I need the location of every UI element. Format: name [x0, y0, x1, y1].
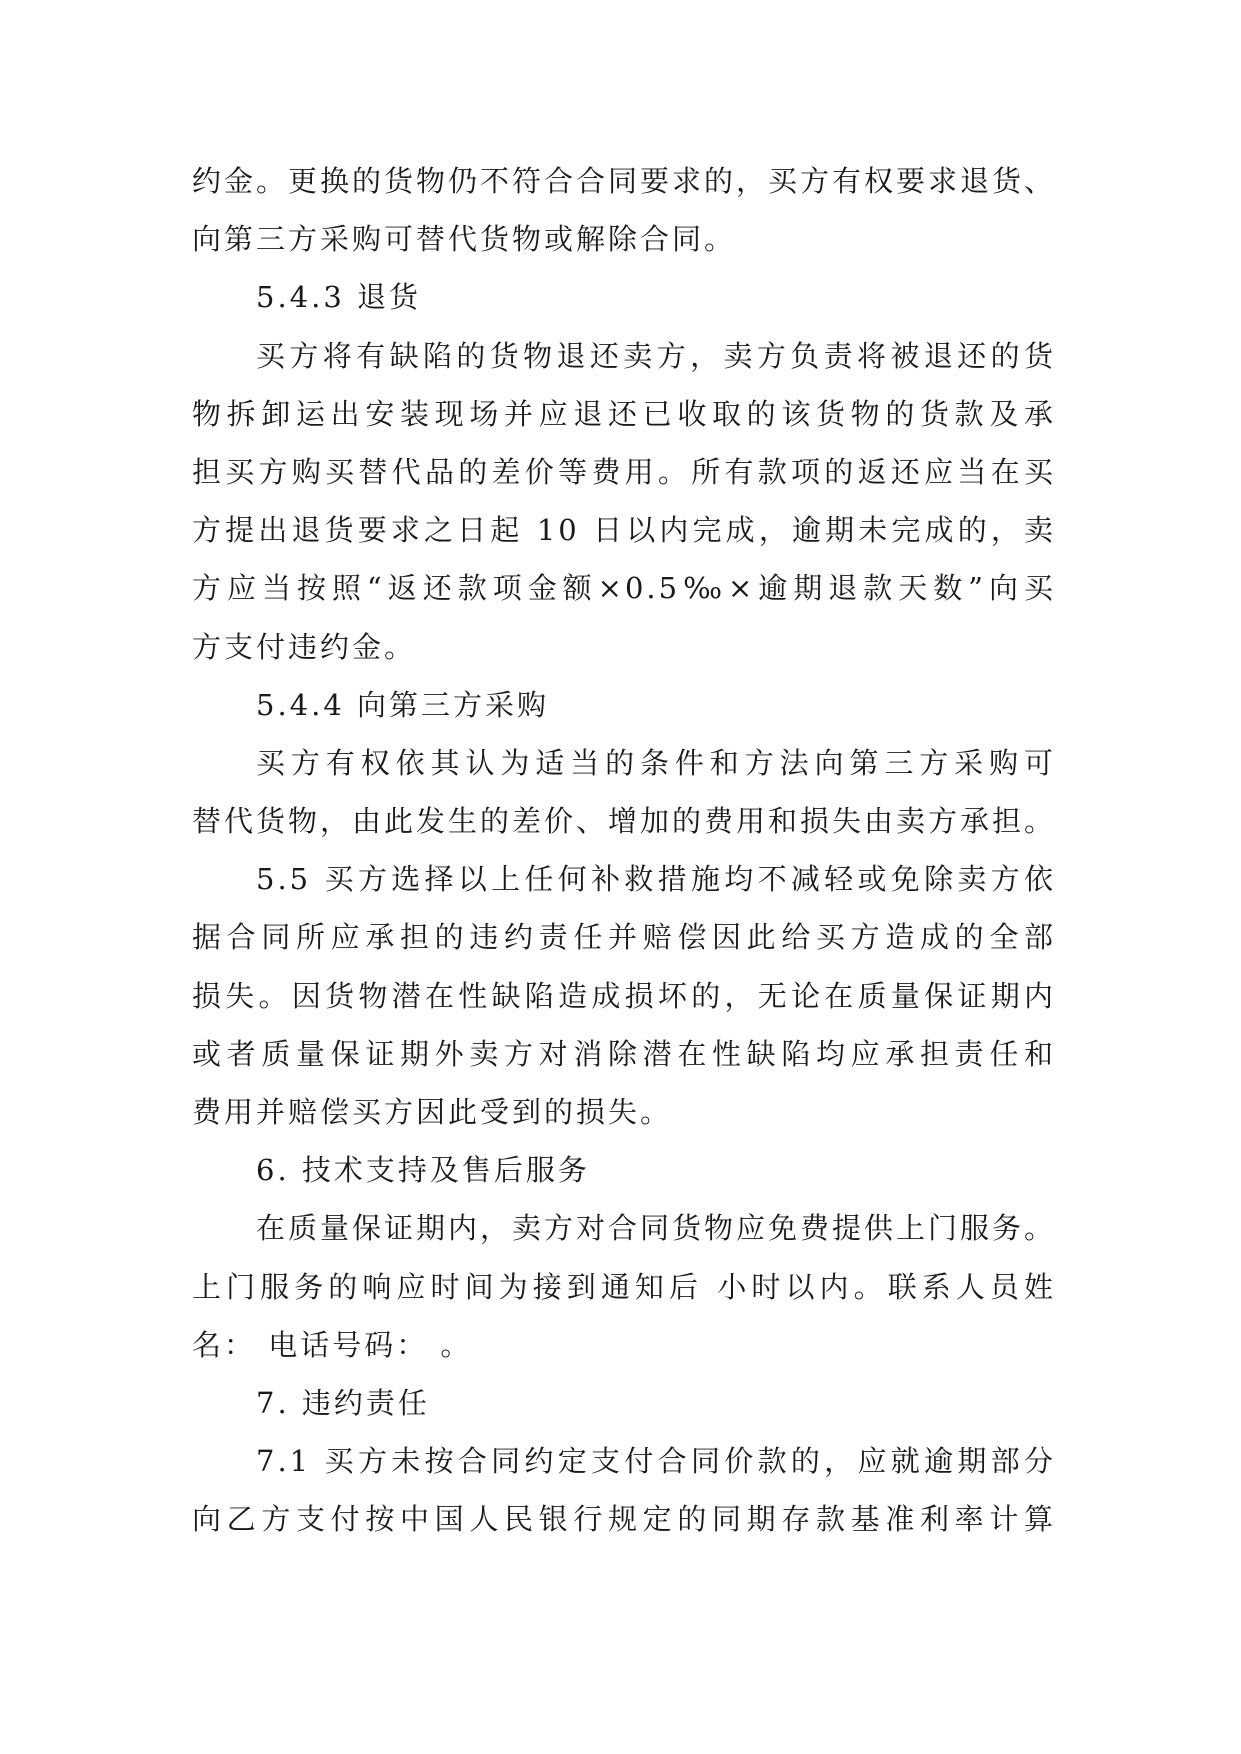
text-line: 买方有权依其认为适当的条件和方法向第三方采购可	[256, 745, 1056, 780]
text-line: 损失。因货物潜在性缺陷造成损坏的，无论在质量保证期内	[192, 978, 1056, 1013]
text-line: 5.5 买方选择以上任何补救措施均不减轻或免除卖方依	[256, 862, 1056, 897]
text-line: 物拆卸运出安装现场并应退还已收取的该货物的货款及承	[192, 396, 1056, 431]
text-line: 向乙方支付按中国人民银行规定的同期存款基准利率计算	[192, 1502, 1056, 1537]
text-line: 上门服务的响应时间为接到通知后 小时以内。联系人员姓	[192, 1269, 1056, 1304]
text-line: 据合同所应承担的违约责任并赔偿因此给买方造成的全部	[192, 920, 1056, 955]
text-line: 在质量保证期内，卖方对合同货物应免费提供上门服务。	[256, 1211, 1057, 1246]
text-line: 替代货物，由此发生的差价、增加的费用和损失由卖方承担。	[192, 804, 1057, 839]
text-line: 约金。更换的货物仍不符合合同要求的，买方有权要求退货、	[192, 164, 1057, 198]
text-line: 方支付违约金。	[192, 629, 417, 664]
text-line: 向第三方采购可替代货物或解除合同。	[192, 222, 737, 257]
document-page	[192, 152, 1056, 1549]
text-line: 5.4.4 向第三方采购	[256, 687, 550, 722]
text-line: 担买方购买替代品的差价等费用。所有款项的返还应当在买	[192, 454, 1056, 489]
text-line: 名： 电话号码： 。	[192, 1327, 473, 1362]
text-line: 方应当按照“返还款项金额×0.5‰×逾期退款天数”向买	[192, 571, 1056, 606]
text-line: 7.1 买方未按合同约定支付合同价款的，应就逾期部分	[256, 1444, 1056, 1479]
text-line: 方提出退货要求之日起 10 日以内完成，逾期未完成的，卖	[192, 513, 1056, 548]
text-line: 或者质量保证期外卖方对消除潜在性缺陷均应承担责任和	[192, 1036, 1056, 1071]
text-line: 买方将有缺陷的货物退还卖方，卖方负责将被退还的货	[256, 338, 1056, 373]
text-line: 6. 技术支持及售后服务	[256, 1153, 590, 1188]
text-line: 费用并赔偿买方因此受到的损失。	[192, 1095, 673, 1129]
text-line: 7. 违约责任	[256, 1385, 430, 1420]
text-line: 5.4.3 退货	[256, 280, 422, 315]
